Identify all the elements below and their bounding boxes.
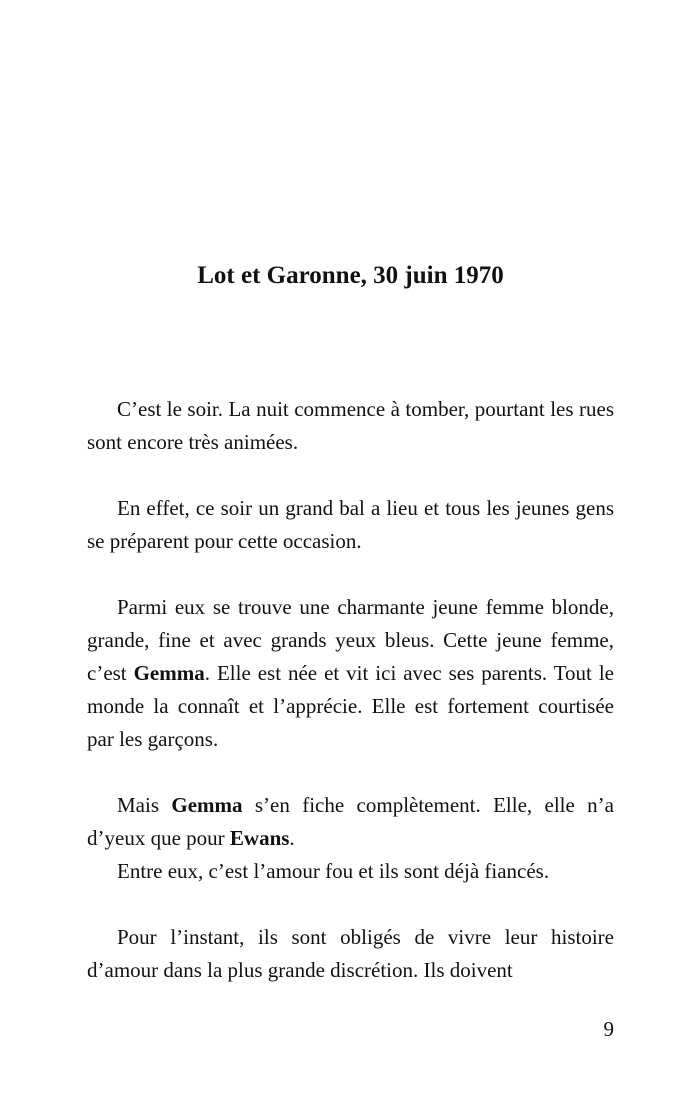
text-run: Parmi eux se trouve une charmante jeune femme blonde, grande, fine et avec grands yeux bleus. Cette jeune femme, c’est xyxy=(87,595,614,685)
character-name: Ewans xyxy=(229,826,290,850)
character-name: Gemma xyxy=(171,793,243,817)
text-run: Entre eux, c’est l’amour fou et ils sont déjà fiancés. xyxy=(117,859,550,883)
text-run: s’en fiche complètement. Elle, elle n’a d’yeux que pour xyxy=(87,793,614,850)
paragraph xyxy=(87,789,614,855)
paragraph xyxy=(87,591,614,756)
book-page xyxy=(87,0,614,1110)
character-name: Gemma xyxy=(133,661,205,685)
page-number: 9 xyxy=(603,1017,614,1041)
paragraph xyxy=(87,921,614,987)
paragraph xyxy=(87,492,614,558)
chapter-title: Lot et Garonne, 30 juin 1970 xyxy=(197,262,504,289)
text-run: C’est le soir. La nuit commence à tomber, pourtant les rues sont encore très animées. xyxy=(87,397,614,454)
text-run: Mais xyxy=(117,793,172,817)
text-run: . xyxy=(289,826,295,850)
paragraph xyxy=(87,393,614,459)
text-run: En effet, ce soir un grand bal a lieu et tous les jeunes gens se préparent pour cette occasion. xyxy=(87,496,614,553)
text-run: . Elle est née et vit ici avec ses parents. Tout le monde la connaît et l’apprécie. Elle est fortement courtisée par les garçons. xyxy=(87,661,614,751)
text-run: Pour l’instant, ils sont obligés de vivre leur histoire d’amour dans la plus grande discrétion. Ils doivent xyxy=(87,925,614,982)
body-text xyxy=(87,393,614,987)
paragraph xyxy=(87,855,614,888)
